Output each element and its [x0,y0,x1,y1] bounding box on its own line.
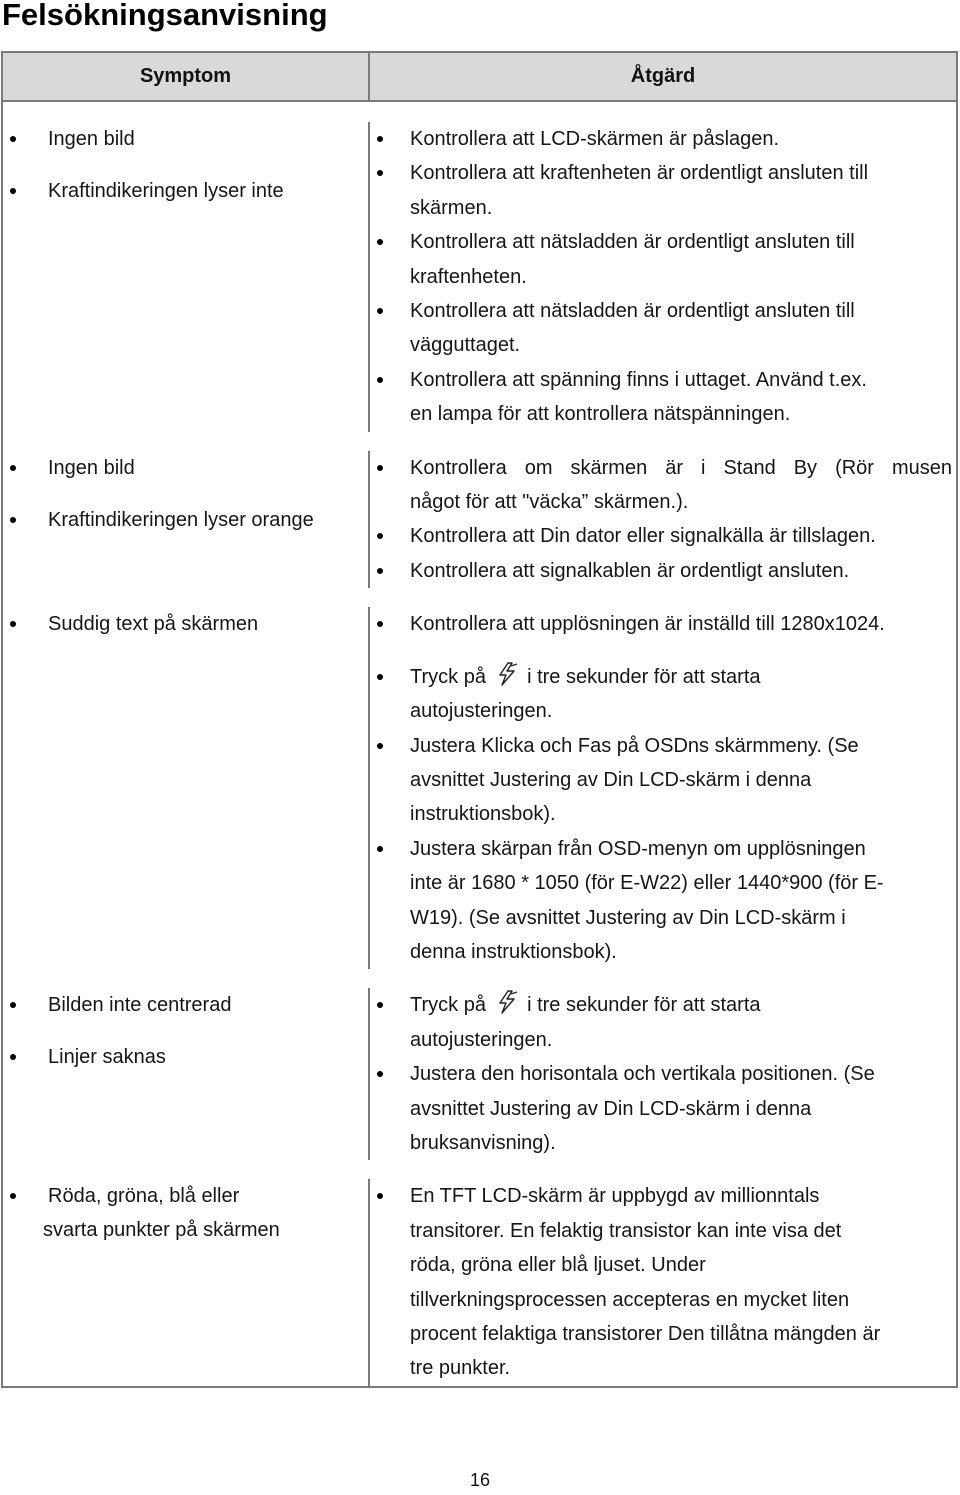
action-item: Kontrollera att Din dator eller signalkälla är tillslagen. [370,519,956,553]
table-row [3,969,956,1160]
action-item: Justera den horisontala och vertikala positionen. (Se avsnittet Justering av Din LCD-skärm i denna bruksanvisning). [370,1057,956,1160]
bullet-icon [377,621,383,627]
action-item: Kontrollera att signalkablen är ordentligt ansluten. [370,554,956,588]
action-cell [370,607,956,969]
action-item: Kontrollera att spänning finns i uttaget. Använd t.ex. en lampa för att kontrollera nätspänningen. [370,363,956,432]
table-header [3,53,956,102]
symptom-item: Bilden inte centrerad [3,988,368,1022]
action-item: Kontrollera att kraftenheten är ordentligt ansluten till skärmen. [370,156,956,225]
auto-adjust-icon [494,662,520,686]
bullet-icon [10,517,16,523]
bullet-icon [377,568,383,574]
bullet-icon [377,308,383,314]
action-item: En TFT LCD-skärm är uppbygd av millionntals transitorer. En felaktig transistor kan inte visa det röda, gröna eller blå ljuset. Under tillverkningsprocessen accepteras en mycket liten procent felaktiga transistorer Den tillåtna mängden är tre punkter. [370,1179,956,1385]
symptom-item: Kraftindikeringen lyser inte [3,174,368,208]
bullet-icon [10,136,16,142]
header-symptom: Symptom [3,53,370,100]
bullet-icon [10,1193,16,1199]
symptom-cell [3,451,370,589]
bullet-icon [377,674,383,680]
symptom-cell [3,607,370,969]
table-row [3,1160,956,1385]
action-item: Tryck på i tre sekunder för att starta autojusteringen. [370,988,956,1057]
bullet-icon [377,1193,383,1199]
symptom-item: Linjer saknas [3,1040,368,1074]
symptom-item: Ingen bild [3,451,368,485]
action-cell [370,451,956,589]
symptom-item: Ingen bild [3,122,368,156]
action-item: Kontrollera att nätsladden är ordentligt ansluten till vägguttaget. [370,294,956,363]
symptom-item: Röda, gröna, blå eller svarta punkter på skärmen [3,1179,368,1247]
action-cell [370,1179,956,1385]
bullet-icon [377,136,383,142]
bullet-icon [377,465,383,471]
bullet-icon [377,170,383,176]
bullet-icon [377,377,383,383]
bullet-icon [377,1002,383,1008]
header-action: Åtgärd [630,65,696,87]
table-row [3,432,956,589]
bullet-icon [10,1054,16,1060]
table-row [3,102,956,432]
action-item: Kontrollera om skärmen är i Stand By (Rör musen något för att "väcka” skärmen.). [370,451,956,520]
bullet-icon [10,1002,16,1008]
action-item: Kontrollera att nätsladden är ordentligt ansluten till kraftenheten. [370,225,956,294]
action-cell [370,122,956,432]
action-item: Kontrollera att upplösningen är inställd till 1280x1024. [370,607,956,641]
troubleshooting-table [1,51,958,1388]
bullet-icon [10,465,16,471]
symptom-item: Kraftindikeringen lyser orange [3,503,368,537]
table-row [3,588,956,969]
bullet-icon [377,533,383,539]
action-item: Justera skärpan från OSD-menyn om upplösningen inte är 1680 * 1050 (för E-W22) eller 1440*900 (för E- W19). (Se avsnittet Justering av Din LCD-skärm i denna instruktionsbok). [370,832,956,970]
action-item: Kontrollera att LCD-skärmen är påslagen. [370,122,956,156]
bullet-icon [377,1071,383,1077]
bullet-icon [377,846,383,852]
action-item: Tryck på i tre sekunder för att starta autojusteringen. [370,660,956,729]
bullet-icon [10,188,16,194]
action-cell [370,988,956,1160]
bullet-icon [377,743,383,749]
symptom-item: Suddig text på skärmen [3,607,368,641]
page-number: 16 [469,1470,491,1490]
action-item: Justera Klicka och Fas på OSDns skärmmeny. (Se avsnittet Justering av Din LCD-skärm i denna instruktionsbok). [370,729,956,832]
symptom-cell [3,988,370,1160]
bullet-icon [10,621,16,627]
symptom-cell [3,122,370,432]
symptom-cell [3,1179,370,1385]
page-title: Felsökningsanvisning [2,0,328,32]
auto-adjust-icon [494,990,520,1014]
bullet-icon [377,239,383,245]
